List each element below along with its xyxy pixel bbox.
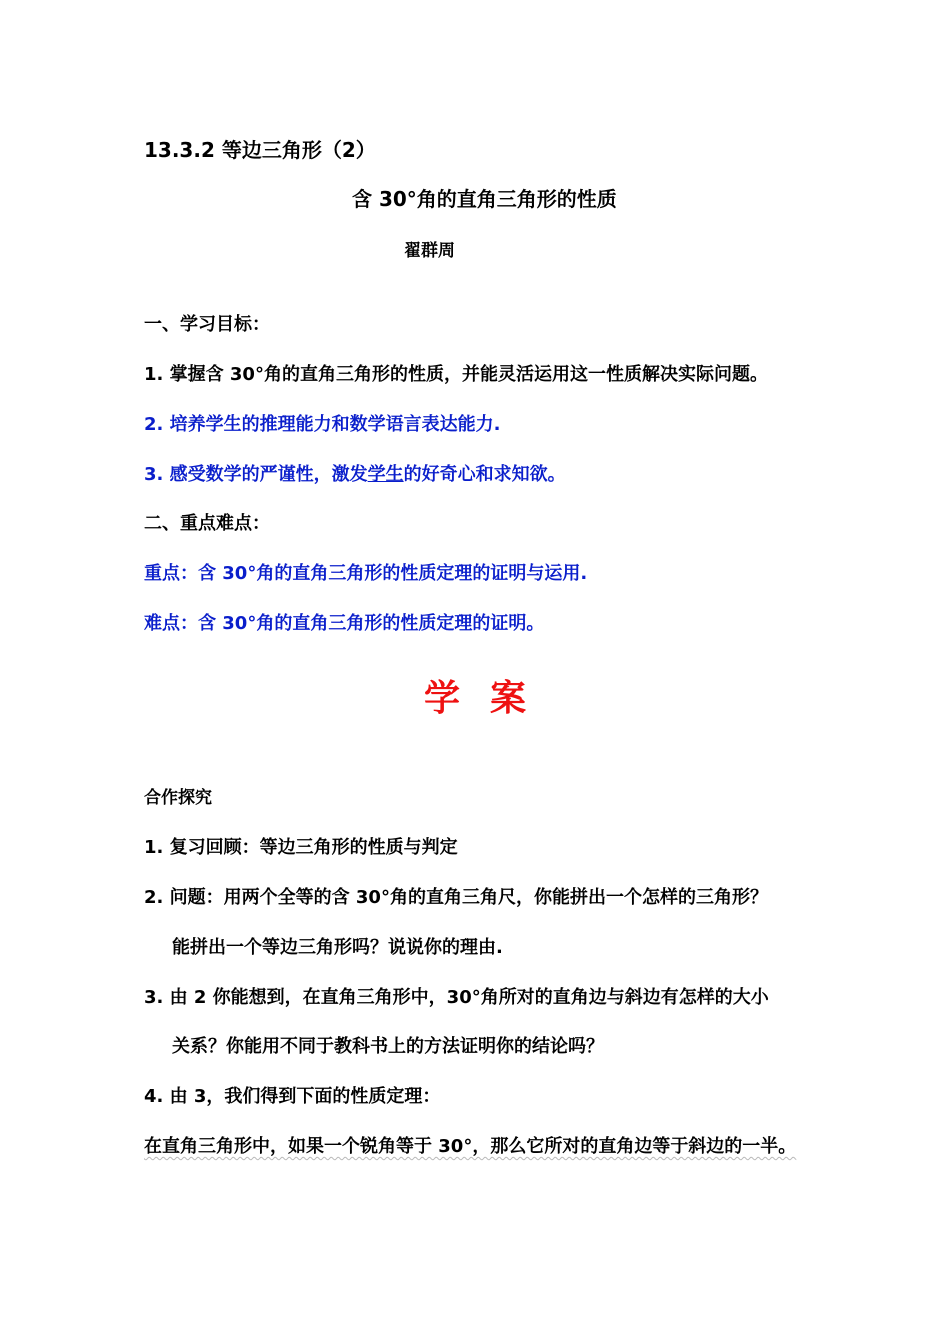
key-points-heading: 二、重点难点： bbox=[144, 513, 270, 534]
objective-3-suffix: 的好奇心和求知欲。 bbox=[403, 464, 566, 485]
lesson-subtitle: 含 30°角的直角三角形的性质 bbox=[352, 187, 617, 211]
section-title: 13.3.2 等边三角形（2） bbox=[144, 138, 376, 162]
difficult-point: 难点：含 30°角的直角三角形的性质定理的证明。 bbox=[144, 613, 545, 634]
objectives-heading: 一、学习目标： bbox=[144, 314, 270, 335]
question-3-line-1: 3. 由 2 你能想到，在直角三角形中，30°角所对的直角边与斜边有怎样的大小 bbox=[144, 987, 769, 1008]
objective-3-underlined: 学生 bbox=[367, 464, 404, 485]
question-4: 4. 由 3，我们得到下面的性质定理： bbox=[144, 1086, 441, 1107]
objective-3-prefix: 3. 感受数学的严谨性，激发 bbox=[144, 464, 368, 485]
author-name: 翟群周 bbox=[404, 241, 455, 261]
question-2-line-2: 能拼出一个等边三角形吗？说说你的理由. bbox=[172, 937, 503, 958]
study-plan-title-char-1: 学 bbox=[424, 678, 461, 719]
theorem-statement: 在直角三角形中，如果一个锐角等于 30°，那么它所对的直角边等于斜边的一半。 bbox=[144, 1136, 797, 1157]
question-2-line-1: 2. 问题：用两个全等的含 30°角的直角三角尺，你能拼出一个怎样的三角形？ bbox=[144, 887, 768, 908]
question-1: 1. 复习回顾：等边三角形的性质与判定 bbox=[144, 837, 458, 858]
objective-2: 2. 培养学生的推理能力和数学语言表达能力. bbox=[144, 414, 501, 435]
key-point: 重点：含 30°角的直角三角形的性质定理的证明与运用. bbox=[144, 563, 588, 584]
cooperative-inquiry-heading: 合作探究 bbox=[144, 788, 212, 808]
study-plan-title bbox=[424, 676, 526, 722]
objective-3 bbox=[144, 463, 566, 487]
objective-1: 1. 掌握含 30°角的直角三角形的性质，并能灵活运用这一性质解决实际问题。 bbox=[144, 364, 768, 385]
study-plan-title-char-2: 案 bbox=[490, 678, 527, 719]
question-3-line-2: 关系？你能用不同于教科书上的方法证明你的结论吗？ bbox=[172, 1036, 604, 1057]
